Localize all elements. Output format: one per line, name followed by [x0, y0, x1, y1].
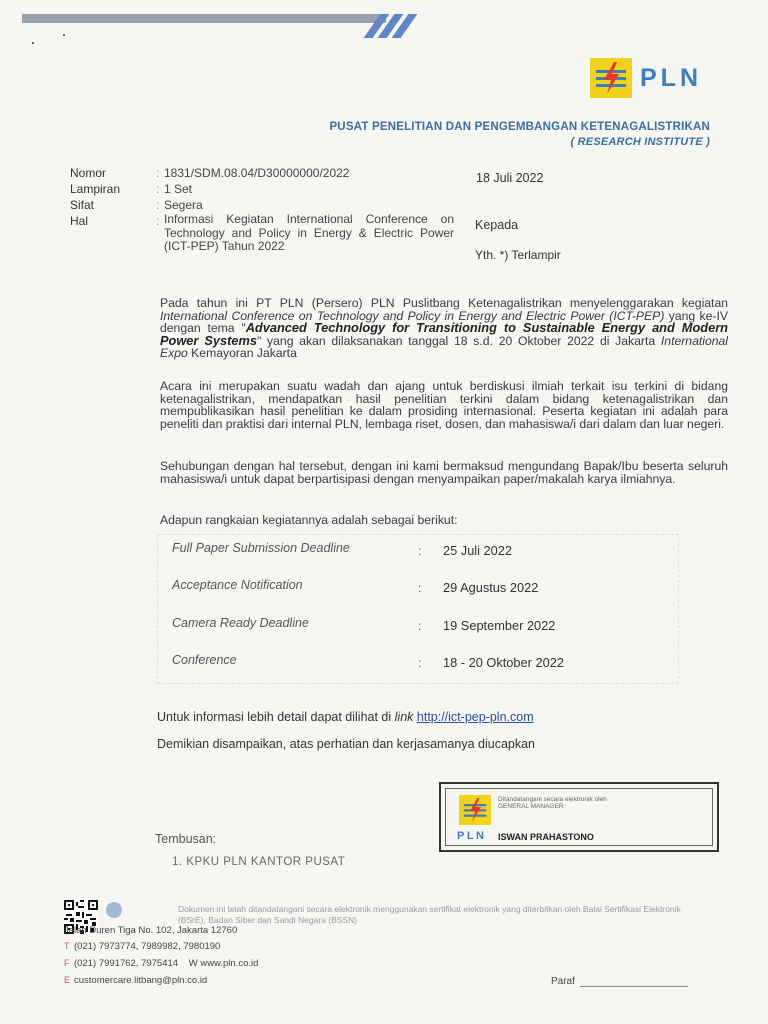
meta-hal	[70, 213, 454, 254]
meta-colon: :	[156, 214, 160, 228]
recipient-label: Kepada	[475, 218, 519, 232]
web-key: W	[188, 958, 198, 969]
meta-value: 1 Set	[164, 182, 193, 196]
meta-label: Lampiran	[70, 182, 121, 196]
meta-value: Informasi Kegiatan International Conference on Technology and Policy in Energy & Electric Power (ICT-PEP) Tahun 2022	[164, 212, 454, 253]
phone-key: T	[64, 941, 70, 951]
email-address[interactable]: customercare.litbang@pln.co.id	[74, 975, 208, 986]
paragraph-purpose: Acara ini merupakan suatu wadah dan ajang untuk berdiskusi ilmiah terkait isu terkini di bidang ketenagalistrikan, mendapatkan hasil penelitian terkini dalam bidang ketenagalistrikan dan mempublikasikan hasil penelitian ke dalam prosiding internasional. Peserta kegiatan ini adalah para peneliti dan praktisi dari internal PLN, lembaga riset, dosen, dan mahasiswa/i dari dalam dan luar negeri.	[160, 379, 728, 431]
pln-logo	[590, 58, 702, 98]
conference-name: International Conference on Technology and Policy in Energy and Electric Power	[160, 308, 605, 323]
info-line	[157, 710, 534, 724]
schedule-activity: Conference	[172, 653, 237, 667]
paragraph-intro	[160, 297, 728, 360]
scan-speck	[32, 42, 34, 44]
schedule-date: 29 Agustus 2022	[443, 580, 539, 595]
table-row	[158, 610, 680, 648]
info-text: Untuk informasi lebih detail dapat dilihat di	[157, 710, 395, 724]
letter-date: 18 Juli 2022	[476, 171, 544, 185]
paraf-line	[580, 986, 688, 987]
info-link-word: link	[394, 710, 414, 724]
scan-speck	[63, 34, 65, 36]
website-url[interactable]: www.pln.co.id	[200, 958, 259, 969]
schedule-table	[157, 534, 679, 684]
letter-meta	[70, 165, 454, 254]
institution-subtitle: ( RESEARCH INSTITUTE )	[570, 136, 710, 148]
fax-key: F	[64, 958, 70, 968]
e-signature-disclaimer: Dokumen ini telah ditandatangani secara elektronik menggunakan sertifikat elektronik yang diterbitkan oleh Balai Sertifikasi Elektronik (BSrE), Badan Siber dan Sandi Negara (BSSN)	[178, 904, 681, 925]
signature-note	[498, 796, 607, 810]
meta-nomor	[70, 165, 454, 181]
schedule-activity: Acceptance Notification	[172, 578, 303, 592]
paragraph-invitation: Sehubungan dengan hal tersebut, dengan ini kami bermaksud mengundang Bapak/Ibu beserta seluruh mahasiswa/i untuk dapat berpartisipasi dengan menyampaikan paper/makalah karya ilmiahnya.	[160, 459, 728, 486]
meta-value: Segera	[164, 198, 203, 212]
institution-name: PUSAT PENELITIAN DAN PENGEMBANGAN KETENAGALISTRIKAN	[329, 121, 710, 133]
bsre-logo-icon	[106, 902, 122, 918]
cc-item: 1. KPKU PLN KANTOR PUSAT	[172, 856, 346, 865]
signature-brand: PLN	[457, 830, 487, 842]
schedule-activity: Full Paper Submission Deadline	[172, 541, 350, 555]
text-span: " yang akan dilaksanakan tanggal 18 s.d. 20 Oktober 2022 di Jakarta	[256, 333, 661, 348]
meta-label: Sifat	[70, 198, 95, 212]
footer-fax-web	[64, 958, 258, 969]
footer-address: Jalan Duren Tiga No. 102, Jakarta 12760	[64, 925, 238, 936]
table-row	[158, 572, 680, 610]
venue-name: International Expo	[160, 333, 728, 361]
text-span: Kemayoran Jakarta	[187, 346, 297, 361]
schedule-colon: :	[418, 656, 422, 670]
meta-colon: :	[156, 198, 160, 212]
table-row	[158, 535, 680, 573]
paragraph-schedule-intro: Adapun rangkaian kegiatannya adalah sebagai berikut:	[160, 513, 458, 527]
schedule-date: 19 September 2022	[443, 618, 556, 633]
meta-value: 1831/SDM.08.04/D30000000/2022	[164, 166, 350, 180]
signature-box	[439, 782, 719, 852]
meta-label: Hal	[70, 214, 89, 228]
signature-inner-frame	[445, 788, 713, 846]
letterhead-band	[22, 14, 386, 23]
table-row	[158, 647, 680, 685]
signature-title: GENERAL MANAGER	[498, 803, 564, 810]
website-link[interactable]: http://ict-pep-pln.com	[416, 710, 534, 724]
fax-numbers: (021) 7991762, 7975414	[74, 958, 179, 969]
schedule-date: 25 Juli 2022	[443, 543, 513, 558]
schedule-colon: :	[418, 544, 422, 558]
email-key: E	[64, 975, 71, 985]
closing-line: Demikian disampaikan, atas perhatian dan kerjasamanya diucapkan	[157, 737, 535, 751]
text-span: Pada tahun ini PT PLN (Persero) PLN Puslitbang Ketenagalistrikan menyelenggarakan kegiatan	[160, 296, 728, 310]
lightning-icon	[459, 795, 491, 825]
phone-numbers: (021) 7973774, 7989982, 7980190	[74, 941, 221, 952]
signature-note-line: Ditandatangani secara elektronik oleh	[498, 796, 607, 803]
conference-acronym: (ICT-PEP)	[604, 308, 665, 323]
meta-lampiran	[70, 181, 454, 197]
cc-label: Tembusan:	[155, 832, 217, 846]
footer-phone	[64, 941, 220, 952]
footer-email	[64, 975, 207, 986]
recipient-name: Yth. *) Terlampir	[475, 248, 561, 262]
lightning-icon	[590, 58, 632, 98]
paraf-label: Paraf	[551, 976, 575, 987]
conference-theme: Advanced Technology for Transitioning to Sustainable Energy and Modern Power Systems	[160, 320, 728, 348]
signatory-name: ISWAN PRAHASTONO	[498, 832, 594, 842]
meta-colon: :	[156, 166, 160, 180]
brand-wordmark: PLN	[640, 63, 702, 92]
schedule-colon: :	[418, 581, 422, 595]
schedule-colon: :	[418, 619, 422, 633]
schedule-activity: Camera Ready Deadline	[172, 616, 309, 630]
institution-header	[329, 121, 710, 148]
meta-colon: :	[156, 182, 160, 196]
text-span: yang ke-IV dengan tema "	[160, 308, 728, 336]
meta-sifat	[70, 197, 454, 213]
schedule-date: 18 - 20 Oktober 2022	[443, 655, 564, 670]
meta-label: Nomor	[70, 166, 107, 180]
